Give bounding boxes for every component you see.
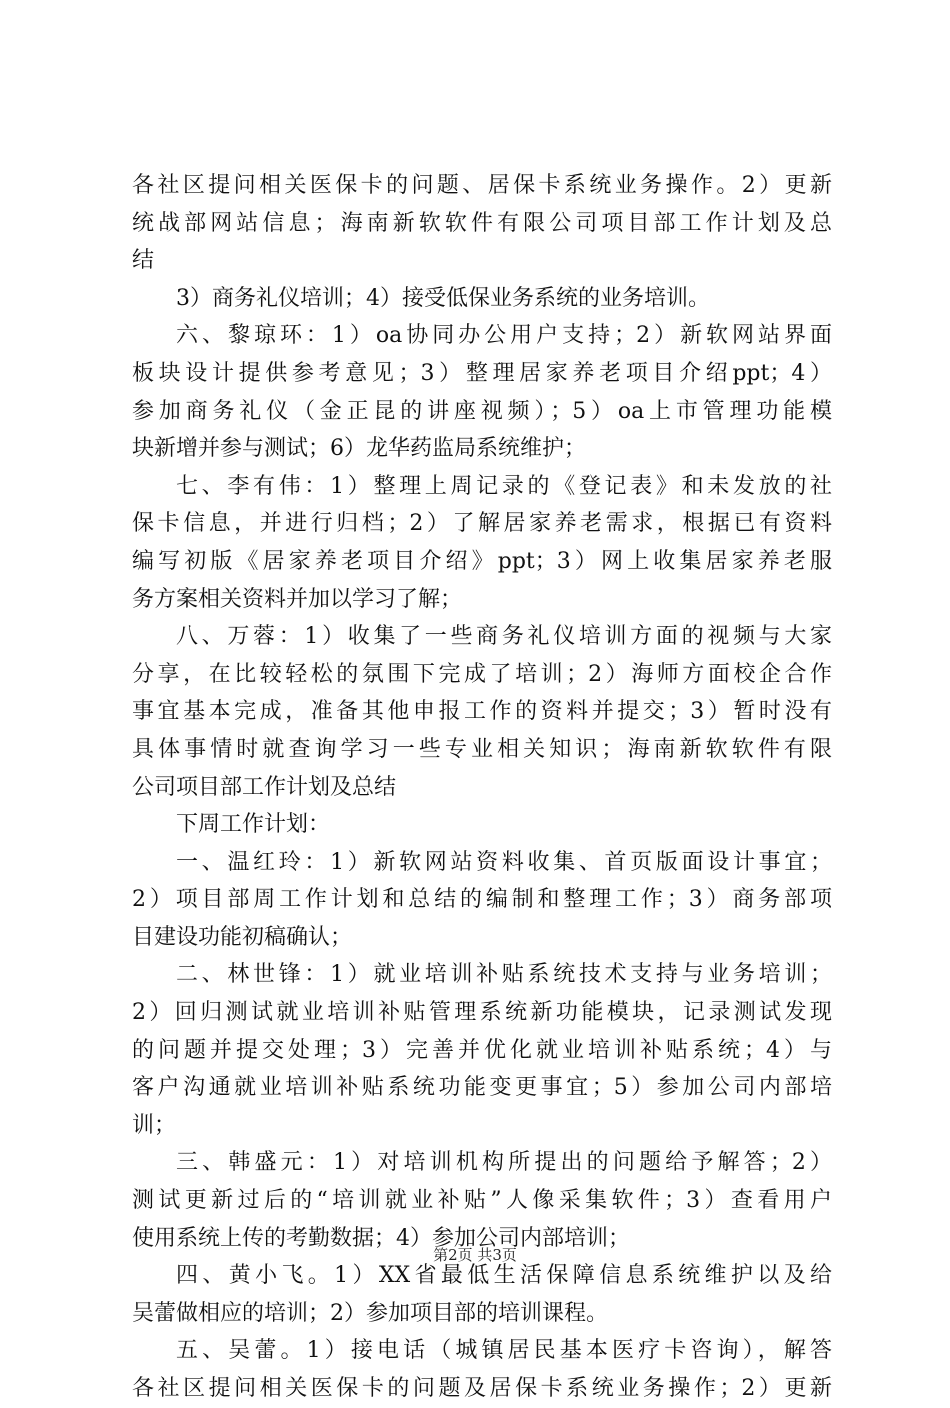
text-line: 客户沟通就业培训补贴系统功能变更事宜；5）参加公司内部培 [132,1075,832,1101]
text-line: 保卡信息，并进行归档；2）了解居家养老需求，根据已有资料 [132,511,832,537]
text-line: 板块设计提供参考意见；3）整理居家养老项目介绍ppt；4） [132,360,832,386]
text-line: 四、黄小飞。1）XX省最低生活保障信息系统维护以及给 [176,1263,832,1289]
text-line: 六、黎琼环：1）oa协同办公用户支持；2）新软网站界面 [176,323,832,349]
text-line: 的问题并提交处理；3）完善并优化就业培训补贴系统；4）与 [132,1037,832,1063]
text-line: 七、李有伟：1）整理上周记录的《登记表》和未发放的社 [176,473,832,499]
text-line: 五、吴蕾。1）接电话（城镇居民基本医疗卡咨询），解答 [176,1338,832,1364]
text-line: 一、温红玲：1）新软网站资料收集、首页版面设计事宜； [176,849,832,875]
text-line: 测试更新过后的“培训就业补贴”人像采集软件；3）查看用户 [132,1188,832,1214]
document-body [132,167,832,1408]
text-line: 各社区提问相关医保卡的问题及居保卡系统业务操作；2）更新 [132,1376,832,1401]
text-line: 3）商务礼仪培训；4）接受低保业务系统的业务培训。 [176,285,710,311]
text-line: 分享，在比较轻松的氛围下完成了培训；2）海师方面校企合作 [132,661,832,687]
text-line: 三、韩盛元：1）对培训机构所提出的问题给予解答；2） [176,1150,832,1176]
text-line: 结 [132,248,155,274]
text-line: 2）回归测试就业培训补贴管理系统新功能模块，记录测试发现 [132,1000,832,1026]
text-line: 具体事情时就查询学习一些专业相关知识；海南新软软件有限 [132,736,832,762]
text-line: 2）项目部周工作计划和总结的编制和整理工作；3）商务部项 [132,887,832,913]
text-line: 参加商务礼仪（金正昆的讲座视频）；5）oa上市管理功能模 [132,398,832,424]
text-line: 事宜基本完成，准备其他申报工作的资料并提交；3）暂时没有 [132,699,832,725]
text-line: 吴蕾做相应的培训；2）参加项目部的培训课程。 [132,1300,608,1326]
text-line: 块新增并参与测试；6）龙华药监局系统维护； [132,436,586,462]
text-line: 统战部网站信息；海南新软软件有限公司项目部工作计划及总 [132,210,832,236]
text-line: 下周工作计划： [176,812,331,838]
text-line: 二、林世锋：1）就业培训补贴系统技术支持与业务培训； [176,962,832,988]
text-line: 务方案相关资料并加以学习了解； [132,586,463,612]
text-line: 八、万蓉：1）收集了一些商务礼仪培训方面的视频与大家 [176,624,832,650]
text-line: 训； [132,1112,177,1138]
text-line: 使用系统上传的考勤数据；4）参加公司内部培训； [132,1225,630,1251]
text-line: 编写初版《居家养老项目介绍》ppt；3）网上收集居家养老服 [132,548,832,574]
text-line: 公司项目部工作计划及总结 [132,774,397,800]
text-line: 各社区提问相关医保卡的问题、居保卡系统业务操作。2）更新 [132,173,832,198]
text-line: 目建设功能初稿确认； [132,924,353,950]
page-footer: 第2页 共3页 [433,1246,517,1264]
